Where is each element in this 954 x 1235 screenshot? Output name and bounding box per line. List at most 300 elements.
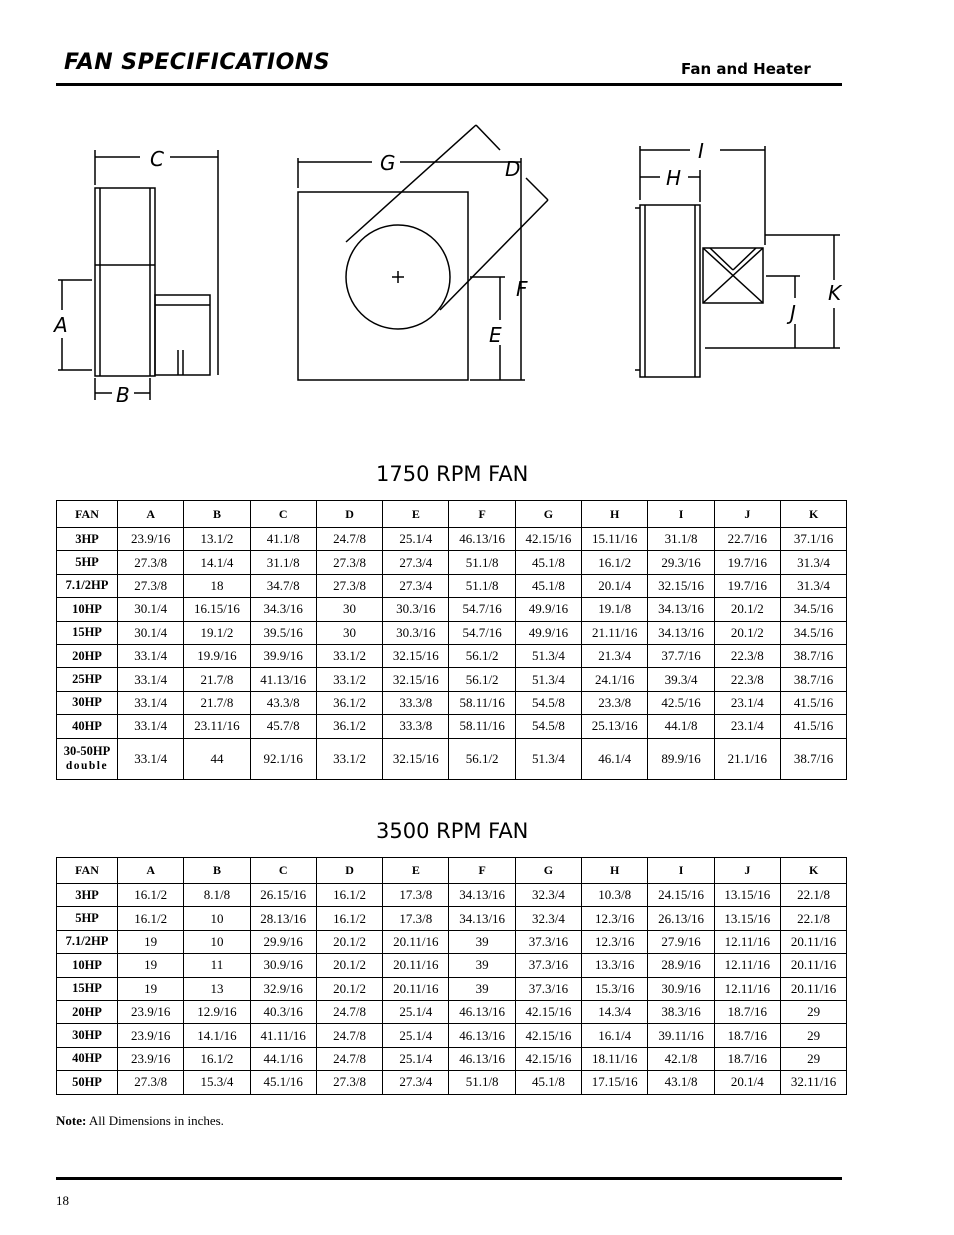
dim-label-c: C — [150, 147, 164, 171]
fan-size-cell: 10HP — [57, 598, 118, 621]
dimension-cell: 33.1/4 — [118, 715, 184, 738]
dimension-cell: 15.3/16 — [582, 977, 648, 1000]
dimension-cell: 31.1/8 — [648, 528, 714, 551]
dimension-cell: 22.3/8 — [714, 644, 780, 667]
page-subtitle: Fan and Heater — [681, 60, 811, 78]
dimension-cell: 27.3/4 — [383, 1071, 449, 1094]
dimension-cell: 13.15/16 — [714, 907, 780, 930]
fan-size-main: 30-50HP — [63, 743, 111, 758]
dimension-cell: 39 — [449, 930, 515, 953]
dimension-cell: 37.3/16 — [515, 954, 581, 977]
dimension-cell: 33.3/8 — [383, 691, 449, 714]
dimension-cell: 18.7/16 — [714, 1000, 780, 1023]
dimension-cell: 21.3/4 — [582, 644, 648, 667]
dimension-cell: 13.1/2 — [184, 528, 250, 551]
dimension-cell: 51.1/8 — [449, 1071, 515, 1094]
fan-size-cell: 5HP — [57, 551, 118, 574]
column-header: I — [648, 858, 714, 884]
fan-size-cell: 3HP — [57, 884, 118, 907]
dimension-cell: 33.1/2 — [316, 738, 382, 779]
dimension-cell: 14.1/4 — [184, 551, 250, 574]
dimension-cell: 20.1/4 — [714, 1071, 780, 1094]
table-row — [57, 884, 847, 907]
table-row — [57, 930, 847, 953]
dimension-cell: 17.15/16 — [582, 1071, 648, 1094]
dimension-cell: 56.1/2 — [449, 644, 515, 667]
dimension-cell: 12.9/16 — [184, 1000, 250, 1023]
dimension-cell: 38.7/16 — [780, 668, 846, 691]
dimension-cell: 29 — [780, 1000, 846, 1023]
column-header: K — [780, 858, 846, 884]
dimension-cell: 36.1/2 — [316, 691, 382, 714]
dimension-cell: 27.3/4 — [383, 551, 449, 574]
dimension-cell: 28.9/16 — [648, 954, 714, 977]
dimension-cell: 44.1/8 — [648, 715, 714, 738]
dim-label-e: E — [489, 323, 502, 347]
dimension-cell: 10 — [184, 907, 250, 930]
column-header: D — [316, 501, 382, 528]
dimension-cell: 30 — [316, 598, 382, 621]
dimension-cell: 56.1/2 — [449, 668, 515, 691]
dimension-cell: 51.3/4 — [515, 644, 581, 667]
fan-size-cell: 15HP — [57, 977, 118, 1000]
dim-label-d: D — [505, 157, 521, 181]
table-3500-rpm — [56, 857, 847, 1095]
dimension-cell: 24.7/8 — [316, 1024, 382, 1047]
dimension-cell: 45.1/16 — [250, 1071, 316, 1094]
dimension-cell: 54.7/16 — [449, 621, 515, 644]
dimension-cell: 21.7/8 — [184, 668, 250, 691]
fan-size-cell: 20HP — [57, 1000, 118, 1023]
dimension-cell: 54.7/16 — [449, 598, 515, 621]
dimension-cell: 20.1/4 — [582, 574, 648, 597]
dimension-cell: 8.1/8 — [184, 884, 250, 907]
dimension-cell: 39 — [449, 954, 515, 977]
dimension-cell: 30.1/4 — [118, 598, 184, 621]
dimension-cell: 23.3/8 — [582, 691, 648, 714]
dimension-cell: 34.5/16 — [780, 621, 846, 644]
dimension-cell: 51.1/8 — [449, 574, 515, 597]
dimension-cell: 27.9/16 — [648, 930, 714, 953]
dimension-cell: 46.1/4 — [582, 738, 648, 779]
dimension-cell: 15.3/4 — [184, 1071, 250, 1094]
fan-size-cell: 5HP — [57, 907, 118, 930]
dimension-cell: 37.3/16 — [515, 930, 581, 953]
fan-size-cell: 3HP — [57, 528, 118, 551]
fan-size-cell: 40HP — [57, 715, 118, 738]
dimension-cell: 49.9/16 — [515, 598, 581, 621]
table-row — [57, 1047, 847, 1070]
dimension-cell: 22.7/16 — [714, 528, 780, 551]
fan-size-cell: 7.1/2HP — [57, 574, 118, 597]
dimension-cell: 41.11/16 — [250, 1024, 316, 1047]
dimension-cell: 23.9/16 — [118, 1047, 184, 1070]
dimension-cell: 24.7/8 — [316, 528, 382, 551]
dimension-cell: 16.1/2 — [118, 884, 184, 907]
column-header: F — [449, 858, 515, 884]
header-rule — [56, 83, 842, 86]
dimension-cell: 23.1/4 — [714, 691, 780, 714]
dimension-cell: 34.13/16 — [449, 907, 515, 930]
dimension-cell: 21.11/16 — [582, 621, 648, 644]
dimension-cell: 19 — [118, 954, 184, 977]
dim-label-j: J — [790, 301, 796, 325]
dimension-cell: 19.1/2 — [184, 621, 250, 644]
dimension-cell: 39 — [449, 977, 515, 1000]
dimension-cell: 41.5/16 — [780, 715, 846, 738]
column-header: G — [515, 858, 581, 884]
dimension-cell: 58.11/16 — [449, 715, 515, 738]
fan-size-cell — [57, 738, 118, 779]
page-number: 18 — [56, 1193, 69, 1208]
table-row — [57, 715, 847, 738]
dimension-cell: 18.11/16 — [582, 1047, 648, 1070]
dimension-cell: 41.13/16 — [250, 668, 316, 691]
dimension-cell: 13.15/16 — [714, 884, 780, 907]
dimension-cell: 37.7/16 — [648, 644, 714, 667]
dimension-cell: 12.11/16 — [714, 954, 780, 977]
table-row — [57, 551, 847, 574]
column-header: K — [780, 501, 846, 528]
dimension-cell: 45.1/8 — [515, 1071, 581, 1094]
dimension-cell: 34.5/16 — [780, 598, 846, 621]
page-title: FAN SPECIFICATIONS — [64, 50, 331, 75]
dimension-cell: 20.11/16 — [780, 930, 846, 953]
dim-label-h: H — [666, 166, 682, 190]
dimension-cell: 45.1/8 — [515, 551, 581, 574]
column-header: FAN — [57, 501, 118, 528]
dimension-cell: 21.7/8 — [184, 691, 250, 714]
dimension-cell: 27.3/8 — [118, 551, 184, 574]
dimension-cell: 25.1/4 — [383, 528, 449, 551]
dimension-cell: 27.3/4 — [383, 574, 449, 597]
dim-label-k: K — [828, 281, 842, 305]
column-header: E — [383, 501, 449, 528]
dimension-cell: 32.11/16 — [780, 1071, 846, 1094]
dimension-cell: 32.15/16 — [383, 738, 449, 779]
dimension-cell: 16.1/2 — [316, 884, 382, 907]
dimension-cell: 23.9/16 — [118, 1000, 184, 1023]
dimension-cell: 27.3/8 — [316, 1071, 382, 1094]
dimension-cell: 23.9/16 — [118, 528, 184, 551]
dimension-cell: 54.5/8 — [515, 691, 581, 714]
dimension-cell: 16.1/2 — [582, 551, 648, 574]
dimension-cell: 37.3/16 — [515, 977, 581, 1000]
dimension-cell: 49.9/16 — [515, 621, 581, 644]
dimension-cell: 42.15/16 — [515, 528, 581, 551]
dimension-cell: 37.1/16 — [780, 528, 846, 551]
dimension-cell: 13 — [184, 977, 250, 1000]
dimension-cell: 23.9/16 — [118, 1024, 184, 1047]
dimension-cell: 44.1/16 — [250, 1047, 316, 1070]
fan-size-cell: 50HP — [57, 1071, 118, 1094]
table-header-row — [57, 501, 847, 528]
dimension-cell: 58.11/16 — [449, 691, 515, 714]
dimension-cell: 40.3/16 — [250, 1000, 316, 1023]
dimension-cell: 32.15/16 — [383, 644, 449, 667]
fan-size-cell: 20HP — [57, 644, 118, 667]
column-header: FAN — [57, 858, 118, 884]
table-row — [57, 1071, 847, 1094]
dimension-cell: 39.3/4 — [648, 668, 714, 691]
dimension-cell: 32.15/16 — [648, 574, 714, 597]
dimension-cell: 32.3/4 — [515, 907, 581, 930]
table-1750-title: 1750 RPM FAN — [376, 462, 529, 486]
dimension-cell: 42.15/16 — [515, 1000, 581, 1023]
dimension-cell: 38.7/16 — [780, 738, 846, 779]
dim-label-i: I — [698, 139, 704, 163]
column-header: D — [316, 858, 382, 884]
dimension-cell: 26.15/16 — [250, 884, 316, 907]
dimension-cell: 34.13/16 — [449, 884, 515, 907]
dimension-cell: 24.7/8 — [316, 1000, 382, 1023]
dimension-cell: 44 — [184, 738, 250, 779]
dimension-cell: 29 — [780, 1047, 846, 1070]
dimension-cell: 19.7/16 — [714, 551, 780, 574]
dimension-cell: 54.5/8 — [515, 715, 581, 738]
note-text: All Dimensions in inches. — [88, 1113, 224, 1128]
table-row — [57, 668, 847, 691]
dimension-cell: 51.1/8 — [449, 551, 515, 574]
dimension-cell: 32.15/16 — [383, 668, 449, 691]
dimension-cell: 34.7/8 — [250, 574, 316, 597]
dimension-cell: 30.9/16 — [648, 977, 714, 1000]
dimension-cell: 10.3/8 — [582, 884, 648, 907]
dimension-cell: 33.1/4 — [118, 668, 184, 691]
table-row — [57, 644, 847, 667]
dimension-cell: 31.3/4 — [780, 574, 846, 597]
dimension-cell: 29.9/16 — [250, 930, 316, 953]
column-header: E — [383, 858, 449, 884]
dimension-cell: 30.1/4 — [118, 621, 184, 644]
dimension-cell: 16.15/16 — [184, 598, 250, 621]
dimension-cell: 51.3/4 — [515, 738, 581, 779]
dimension-cell: 19.1/8 — [582, 598, 648, 621]
dimension-cell: 24.1/16 — [582, 668, 648, 691]
column-header: H — [582, 501, 648, 528]
fan-size-cell: 25HP — [57, 668, 118, 691]
column-header: I — [648, 501, 714, 528]
dimension-cell: 33.1/4 — [118, 691, 184, 714]
fan-size-sub: double — [65, 759, 109, 772]
dimension-cell: 14.3/4 — [582, 1000, 648, 1023]
column-header: J — [714, 501, 780, 528]
dimensions-note — [56, 1113, 224, 1129]
dimension-cell: 38.3/16 — [648, 1000, 714, 1023]
dimension-cell: 16.1/4 — [582, 1024, 648, 1047]
column-header: A — [118, 858, 184, 884]
dimension-cell: 89.9/16 — [648, 738, 714, 779]
fan-size-cell: 7.1/2HP — [57, 930, 118, 953]
dimension-cell: 18 — [184, 574, 250, 597]
table-row — [57, 977, 847, 1000]
dimension-cell: 20.1/2 — [316, 930, 382, 953]
dimension-cell: 30.9/16 — [250, 954, 316, 977]
dimension-cell: 17.3/8 — [383, 907, 449, 930]
dimension-cell: 45.1/8 — [515, 574, 581, 597]
fan-size-cell: 30HP — [57, 1024, 118, 1047]
dimension-cell: 34.3/16 — [250, 598, 316, 621]
dimension-cell: 25.1/4 — [383, 1024, 449, 1047]
dimension-cell: 14.1/16 — [184, 1024, 250, 1047]
dimension-cell: 25.1/4 — [383, 1000, 449, 1023]
dimension-cell: 20.11/16 — [383, 930, 449, 953]
dimension-cell: 24.7/8 — [316, 1047, 382, 1070]
column-header: F — [449, 501, 515, 528]
dimension-cell: 23.1/4 — [714, 715, 780, 738]
dimension-cell: 15.11/16 — [582, 528, 648, 551]
side-view-drawing — [58, 150, 218, 400]
dimension-cell: 32.3/4 — [515, 884, 581, 907]
dimension-cell: 25.13/16 — [582, 715, 648, 738]
dimension-cell: 27.3/8 — [316, 574, 382, 597]
dimension-cell: 27.3/8 — [316, 551, 382, 574]
dimension-cell: 38.7/16 — [780, 644, 846, 667]
fan-size-cell: 10HP — [57, 954, 118, 977]
table-row — [57, 1024, 847, 1047]
dimension-cell: 41.1/8 — [250, 528, 316, 551]
dimension-cell: 10 — [184, 930, 250, 953]
dimension-cell: 46.13/16 — [449, 1000, 515, 1023]
column-header: B — [184, 858, 250, 884]
dim-label-g: G — [380, 151, 396, 175]
dimension-cell: 19 — [118, 977, 184, 1000]
column-header: B — [184, 501, 250, 528]
dimension-cell: 27.3/8 — [118, 1071, 184, 1094]
dimension-cell: 29 — [780, 1024, 846, 1047]
dimension-cell: 46.13/16 — [449, 1024, 515, 1047]
dimension-cell: 29.3/16 — [648, 551, 714, 574]
dimension-cell: 16.1/2 — [184, 1047, 250, 1070]
dimension-cell: 20.11/16 — [780, 954, 846, 977]
dimension-cell: 11 — [184, 954, 250, 977]
dimension-cell: 42.15/16 — [515, 1047, 581, 1070]
dimension-cell: 20.11/16 — [780, 977, 846, 1000]
dimension-cell: 36.1/2 — [316, 715, 382, 738]
dimension-cell: 92.1/16 — [250, 738, 316, 779]
table-row — [57, 691, 847, 714]
dimension-cell: 20.1/2 — [316, 954, 382, 977]
column-header: C — [250, 501, 316, 528]
dimension-cell: 25.1/4 — [383, 1047, 449, 1070]
table-1750-rpm — [56, 500, 847, 780]
dimension-cell: 28.13/16 — [250, 907, 316, 930]
table-row — [57, 907, 847, 930]
dim-label-f: F — [516, 277, 528, 301]
dimension-cell: 30 — [316, 621, 382, 644]
fan-size-cell: 30HP — [57, 691, 118, 714]
dimension-cell: 22.1/8 — [780, 907, 846, 930]
dimension-cell: 41.5/16 — [780, 691, 846, 714]
dimension-cell: 19 — [118, 930, 184, 953]
dimension-cell: 20.1/2 — [714, 598, 780, 621]
table-3500-title: 3500 RPM FAN — [376, 819, 529, 843]
dimension-cell: 46.13/16 — [449, 528, 515, 551]
table-row — [57, 954, 847, 977]
dimension-cell: 18.7/16 — [714, 1047, 780, 1070]
footer-rule — [56, 1177, 842, 1180]
dimension-cell: 39.5/16 — [250, 621, 316, 644]
dimension-cell: 23.11/16 — [184, 715, 250, 738]
dimension-cell: 21.1/16 — [714, 738, 780, 779]
column-header: C — [250, 858, 316, 884]
column-header: A — [118, 501, 184, 528]
dimension-cell: 34.13/16 — [648, 598, 714, 621]
dimension-cell: 18.7/16 — [714, 1024, 780, 1047]
fan-size-cell: 15HP — [57, 621, 118, 644]
dimension-cell: 20.1/2 — [316, 977, 382, 1000]
dim-label-a: A — [54, 313, 68, 337]
dimension-cell: 16.1/2 — [316, 907, 382, 930]
dimension-cell: 43.3/8 — [250, 691, 316, 714]
dimension-cell: 30.3/16 — [383, 621, 449, 644]
dimension-cell: 16.1/2 — [118, 907, 184, 930]
dimension-cell: 34.13/16 — [648, 621, 714, 644]
dimension-cell: 51.3/4 — [515, 668, 581, 691]
dimension-cell: 45.7/8 — [250, 715, 316, 738]
dimension-cell: 33.1/2 — [316, 668, 382, 691]
fan-dimension-drawings — [0, 100, 954, 430]
dimension-cell: 42.1/8 — [648, 1047, 714, 1070]
dimension-cell: 43.1/8 — [648, 1071, 714, 1094]
dimension-cell: 12.3/16 — [582, 930, 648, 953]
dimension-cell: 20.11/16 — [383, 977, 449, 1000]
dimension-cell: 33.1/4 — [118, 738, 184, 779]
dimension-cell: 24.15/16 — [648, 884, 714, 907]
dimension-cell: 32.9/16 — [250, 977, 316, 1000]
dimension-cell: 33.1/2 — [316, 644, 382, 667]
dimension-cell: 42.5/16 — [648, 691, 714, 714]
dimension-cell: 27.3/8 — [118, 574, 184, 597]
dimension-cell: 30.3/16 — [383, 598, 449, 621]
fan-size-cell: 40HP — [57, 1047, 118, 1070]
table-row-double — [57, 738, 847, 779]
dimension-cell: 12.11/16 — [714, 977, 780, 1000]
dimension-cell: 12.3/16 — [582, 907, 648, 930]
dimension-cell: 17.3/8 — [383, 884, 449, 907]
dimension-cell: 39.9/16 — [250, 644, 316, 667]
table-row — [57, 528, 847, 551]
dim-label-b: B — [116, 383, 130, 407]
dimension-cell: 46.13/16 — [449, 1047, 515, 1070]
table-row — [57, 1000, 847, 1023]
dimension-cell: 31.3/4 — [780, 551, 846, 574]
note-label: Note: — [56, 1113, 87, 1128]
dimension-cell: 20.1/2 — [714, 621, 780, 644]
column-header: H — [582, 858, 648, 884]
column-header: J — [714, 858, 780, 884]
dimension-cell: 31.1/8 — [250, 551, 316, 574]
dimension-cell: 19.7/16 — [714, 574, 780, 597]
table-header-row — [57, 858, 847, 884]
dimension-cell: 39.11/16 — [648, 1024, 714, 1047]
dimension-cell: 56.1/2 — [449, 738, 515, 779]
table-row — [57, 598, 847, 621]
table-row — [57, 574, 847, 597]
dimension-cell: 42.15/16 — [515, 1024, 581, 1047]
column-header: G — [515, 501, 581, 528]
dimension-cell: 13.3/16 — [582, 954, 648, 977]
dimension-cell: 22.3/8 — [714, 668, 780, 691]
dimension-cell: 26.13/16 — [648, 907, 714, 930]
dimension-cell: 22.1/8 — [780, 884, 846, 907]
dimension-cell: 33.1/4 — [118, 644, 184, 667]
table-row — [57, 621, 847, 644]
dimension-cell: 12.11/16 — [714, 930, 780, 953]
dimension-cell: 19.9/16 — [184, 644, 250, 667]
dimension-cell: 20.11/16 — [383, 954, 449, 977]
dimension-cell: 33.3/8 — [383, 715, 449, 738]
